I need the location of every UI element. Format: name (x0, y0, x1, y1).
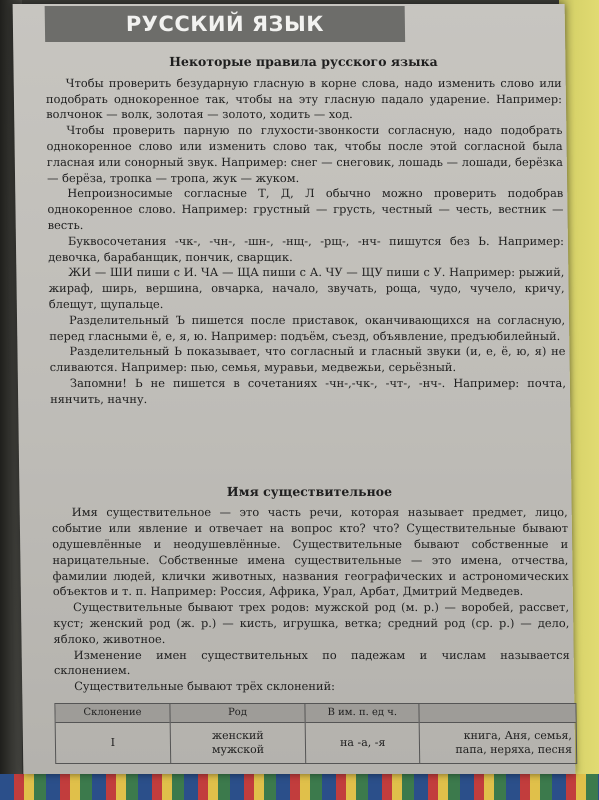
table-cell-gender (170, 722, 306, 763)
declension-table (54, 703, 577, 764)
noun-paragraph: Изменение имен существительных по падежам и числам называется склонением. (53, 647, 570, 678)
section-title-rules: Некоторые правила русского языка (169, 54, 438, 69)
table-header: В им. п. ед ч. (305, 704, 420, 722)
rule-paragraph: Чтобы проверить парную по глухости-звонкости согласную, надо подобрать однокоренное слово или изменить слово так, чтобы после этой согласной была гласная или сонорный звук. Например: снег — снеговик, лошадь — лошади, берёзка — берёза, тропка — тропа, жук — жуком. (46, 123, 563, 185)
table-cell-examples (420, 722, 577, 763)
page-title: РУССКИЙ ЯЗЫК (125, 12, 325, 36)
rule-paragraph: Разделительный Ъ пишется после приставок, оканчивающихся на согласную, перед гласными ё, е, я, ю. Например: подъём, съезд, объявление, предъюбилейный. (49, 312, 566, 343)
table-header (419, 704, 575, 722)
blank-space (50, 408, 567, 478)
table-header: Род (170, 704, 305, 722)
patterned-fabric (0, 774, 599, 800)
table-header-row (55, 704, 575, 722)
rule-paragraph: Непроизносимые согласные Т, Д, Л обычно можно проверить подобрав однокоренное слово. Например: грустный — грусть, честный — честь, вестник — весть. (47, 186, 564, 232)
section-title-noun: Имя существительное (226, 483, 393, 499)
table-cell-ending: на -а, -я (305, 722, 420, 763)
gender-line: женский (211, 728, 264, 742)
rule-paragraph: Запомни! Ь не пишется в сочетаниях -чн-,-чк-, -чт-, -нч-. Например: почта, нянчить, начну. (50, 375, 567, 406)
noun-paragraph: Имя существительное — это часть речи, которая называет предмет, лицо, событие или явление и отвечает на вопрос кто? что? Существительные бывают одушевлённые и неодушевлённые. Существительные бывают собственные и нарицательные. Собственные имена существительные — это имена, отчества, фамилии людей, клички животных, названия географических и астрономических объектов и т. п. Например: Россия, Африка, Урал, Арбат, Дмитрий Медведев. (51, 505, 569, 599)
rule-paragraph: Разделительный Ь показывает, что согласный и гласный звуки (и, е, ё, ю, я) не сливаются. Например: пью, семья, муравьи, медвежьи, серьёзный. (49, 344, 566, 375)
table-cell-declension: I (56, 722, 171, 763)
page-content (45, 48, 571, 764)
page-header (45, 6, 406, 42)
gender-line: мужской (211, 742, 265, 756)
rule-paragraph: Чтобы проверить безударную гласную в корне слова, надо изменить слово или подобрать однокоренное так, чтобы на эту гласную падало ударение. Например: волчонок — волк, золотая — золото, ходить — ход. (45, 75, 563, 122)
book-page (13, 4, 576, 774)
rule-paragraph: ЖИ — ШИ пиши с И. ЧА — ЩА пиши с А. ЧУ — ЩУ пиши с У. Например: рыжий, жираф, ширь, вершина, овчарка, начало, звучать, роща, чудо, чучело, кричу, блещут, щупальце. (48, 265, 565, 311)
examples-line: папа, неряха, песня (455, 742, 573, 756)
examples-line: книга, Аня, семья, (463, 728, 572, 742)
noun-paragraph: Существительные бывают трех родов: мужской род (м. р.) — воробей, рассвет, куст; женский род (ж. р.) — кисть, игрушка, ветка; средний род (ср. р.) — дело, яблоко, животное. (53, 600, 570, 646)
noun-paragraph: Существительные бывают трёх склонений: (74, 679, 336, 694)
table-header: Склонение (55, 704, 170, 722)
rule-paragraph: Буквосочетания -чк-, -чн-, -шн-, -нщ-, -рщ-, -нч- пишутся без Ь. Например: девочка, барабанщик, пончик, сварщик. (48, 233, 565, 264)
table-row (56, 722, 577, 763)
